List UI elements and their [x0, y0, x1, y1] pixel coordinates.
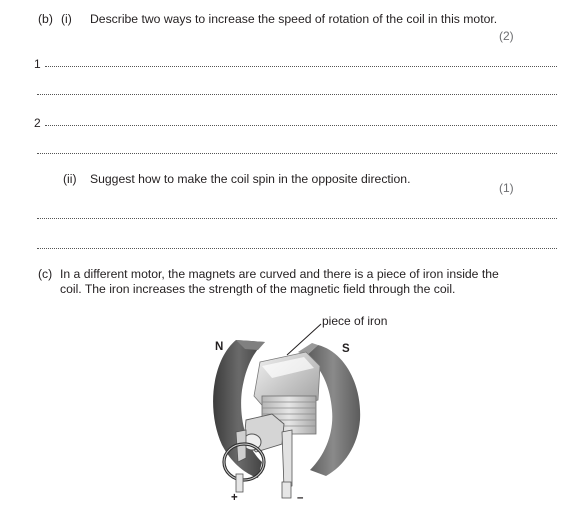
part-c-text-line1: In a different motor, the magnets are curved and there is a piece of iron inside the	[60, 267, 499, 281]
part-c-label: (c)	[38, 267, 53, 281]
south-label: S	[342, 343, 350, 355]
answer-number-1: 1	[34, 57, 41, 71]
minus-terminal-label: –	[297, 492, 304, 504]
part-b-label: (b)	[38, 12, 53, 26]
marks-b-ii: (1)	[499, 181, 514, 195]
answer-number-2: 2	[34, 116, 41, 130]
question-b-ii: Suggest how to make the coil spin in the opposite direction.	[90, 172, 411, 186]
marks-b-i: (2)	[499, 29, 514, 43]
part-b-ii-label: (ii)	[63, 172, 77, 186]
part-b-i-label: (i)	[61, 12, 72, 26]
iron-label: piece of iron	[322, 314, 388, 328]
part-c-text-line2: coil. The iron increases the strength of the magnetic field through the coil.	[60, 282, 456, 296]
north-label: N	[215, 341, 224, 353]
question-b-i: Describe two ways to increase the speed of rotation of the coil in this motor.	[90, 12, 498, 26]
plus-terminal-label: +	[231, 492, 238, 504]
